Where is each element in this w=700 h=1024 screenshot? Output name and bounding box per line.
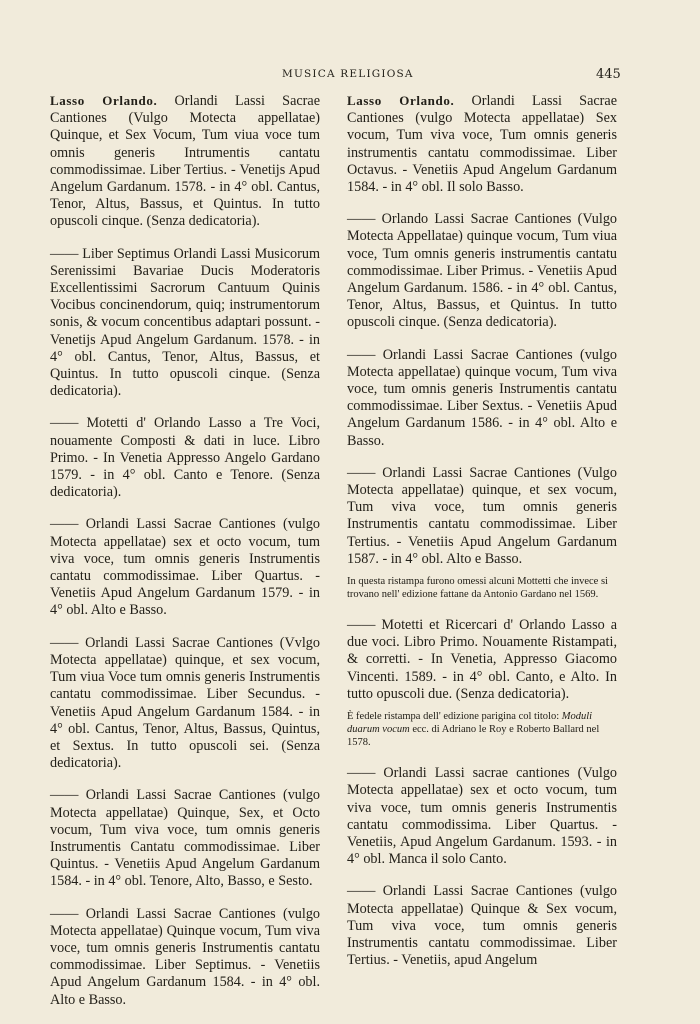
catalog-entry: [347, 617, 617, 703]
entry-dash: ——: [347, 346, 383, 363]
left-column: [50, 92, 320, 1024]
catalog-entry: [347, 883, 617, 969]
entry-text: Orlandi Lassi Sacrae Cantiones (vulgo Motecta appellatae) Quinque & Sex vocum, Tum viva voce, tum omnis generis Instrumentis cantatu commodissimae. Liber Tertius. - Venetiis, apud Angelum: [347, 883, 618, 969]
entry-text: Orlandi Lassi sacrae cantiones (Vulgo Motecta appellatae) sex et octo vocum, tum viva voce, tum omnis generis Instrumentis cantatu commodissima. Liber Quartus. - Venetiis, Apud Angelum Gardanum. 1593. - in 4° obl. Manca il solo Canto.: [347, 765, 618, 868]
footnote: In questa ristampa furono omessi alcuni Mottetti che invece si trovano nell' edizione fattane da Antonio Gardano nel 1569.: [347, 576, 608, 601]
entry-dash: ——: [50, 905, 86, 922]
entry-text: Orlandi Lassi Sacrae Cantiones (vulgo Motecta appellatae) Quinque, Sex, et Octo vocum, Tum viva voce, tum omnis generis Instrumentis Cantatu commodissimae. Liber Quintus. - Venetiis Apud Angelum Gardanum 1584. - in 4° obl. Tenore, Alto, Basso, e Sesto.: [50, 787, 321, 890]
entry-text: Orlandi Lassi Sacrae Cantiones (vulgo Motecta appellatae) quinque vocum, Tum viva voce, tum omnis generis Instrumentis cantatu commodissimae. Liber Sextus. - Venetiis Apud Angelum Gardanum 1586. - in 4° obl. Alto e Basso.: [347, 346, 618, 449]
entry-heading: Lasso Orlando.: [50, 93, 158, 108]
entry-text: Orlandi Lassi Sacrae Cantiones (vulgo Motecta appellatae) Sex vocum, Tum viva voce, Tum omnis generis instrumentis cantatu commodissimae. Liber Octavus. - Venetiis Apud Angelum Gardanum 1584. - in 4° obl. Il solo Basso.: [347, 93, 617, 196]
catalog-entry: [50, 92, 320, 231]
catalog-entry: [50, 516, 320, 619]
entry-text: Motetti d' Orlando Lasso a Tre Voci, nouamente Composti & dati in luce. Libro Primo. - In Venetia Appresso Angelo Gardano 1579. - in 4° obl. Canto e Tenore. (Senza dedicatoria).: [50, 415, 321, 501]
catalog-entry: [50, 415, 320, 501]
entry-dash: ——: [50, 415, 87, 432]
catalog-entry: [50, 246, 320, 401]
catalog-entry: [50, 787, 320, 890]
entry-heading: Lasso Orlando.: [347, 93, 455, 108]
catalog-entry: [347, 765, 617, 868]
entry-dash: ——: [50, 245, 83, 262]
entry-text: Orlandi Lassi Sacrae Cantiones (vulgo Motecta appellatae) Quinque vocum, Tum viva voce, tum omnis generis Instrumentis cantatu commodissimae. Liber Septimus. - Venetiis Apud Angelum Gardanum 1584. - in 4° obl. Alto e Basso.: [50, 905, 321, 1008]
entry-dash: ——: [50, 516, 86, 533]
entry-dash: ——: [347, 617, 382, 634]
entry-dash: ——: [347, 211, 382, 228]
entry-dash: ——: [347, 464, 383, 481]
entry-text: Orlandi Lassi Sacrae Cantiones (Vvlgo Motecta appellatae) quinque, et sex vocum, Tum viua Voce tum omnis generis Instrumentis cantatu commodissimae. Liber Secundus. - Venetiis Apud Angelum Gardanum 1584. - in 4° obl. Cantus, Tenor, Altus, Bassus, Quintus, et Sextus. In tutto opuscoli sei. (Senza dedicatoria).: [50, 634, 320, 772]
entry-text: Liber Septimus Orlandi Lassi Musicorum Serenissimi Bavariae Ducis Moderatoris Excellentissimi Sacrorum Cantuum Quinis Vocibus concinendorum, quiq; instrumentorum sonis, & vocum concentibus adaptari possunt. - Venetijs Apud Angelum Gardanum. 1578. - in 4° obl. Cantus, Tenor, Altus, Bassus, et Quintus. In tutto opuscoli cinque. (Senza dedicatoria).: [50, 245, 320, 400]
entry-dash: ——: [347, 883, 383, 900]
entry-text: Motetti et Ricercari d' Orlando Lasso a due voci. Libro Primo. Nouamente Ristampati, & corretti. - In Venetia, Appresso Giacomo Vincenti. 1589. - in 4° obl. Canto, e Alto. In tutto opuscoli due. (Senza dedicatoria).: [347, 617, 617, 702]
entry-text: Orlando Lassi Sacrae Cantiones (Vulgo Motecta Appellatae) quinque vocum, Tum viua voce, Tum omnis generis instrumentis cantatu commodissimae. Liber Primus. - Venetiis Apud Angelum Gardanum. 1586. - in 4° obl. Cantus, Tenor, Altus, Bassus, et Quintus. In tutto opuscoli cinque. (Senza dedicatoria).: [347, 211, 618, 331]
entry-text: Orlandi Lassi Sacrae Cantiones (Vulgo Motecta appellatae) Quinque, et Sex Vocum, Tum viua voce tum omnis generis Intrumentis cantatu commodissimae. Liber Tertius. - Venetijs Apud Angelum Gardanum. 1578. - in 4° obl. Cantus, Tenor, Altus, Bassus, et Quintus. In tutto opuscoli cinque. (Senza dedicatoria).: [50, 93, 320, 230]
catalog-entry: [50, 906, 320, 1009]
page-number: 445: [596, 67, 621, 82]
footnote: [347, 710, 617, 749]
note-text: ecc. di Adriano le Roy e Roberto Ballard nel 1578.: [347, 724, 600, 749]
entry-dash: ——: [50, 634, 86, 651]
note-title: Moduli duarum vocum: [347, 711, 593, 736]
entry-dash: ——: [50, 787, 86, 804]
right-column: [347, 92, 617, 984]
page-header: [0, 68, 700, 84]
entry-text: Orlandi Lassi Sacrae Cantiones (vulgo Motecta appellatae) sex et octo vocum, tum viva voce, tum omnis generis Instrumentis cantatu commodissimae. Liber Quartus. - Venetiis Apud Angelum Gardanum 1579. - in 4° obl. Alto e Basso.: [50, 516, 321, 619]
catalog-entry: [50, 635, 320, 773]
catalog-entry: [347, 465, 617, 568]
entry-dash: ——: [347, 765, 384, 782]
note-text: È fedele ristampa dell' edizione parigina col titolo:: [347, 711, 560, 723]
running-title: MUSICA RELIGIOSA: [282, 68, 414, 80]
catalog-entry: [347, 211, 617, 331]
catalog-entry: [347, 347, 617, 450]
catalog-entry: [347, 92, 617, 196]
entry-text: Orlandi Lassi Sacrae Cantiones (Vulgo Motecta appellatae) quinque, et sex vocum, Tum viva voce, tum omnis generis Instrumentis cantatu commodissimae. Liber Tertius. - Venetiis Apud Angelum Gardanum 1587. - in 4° obl. Alto e Basso.: [347, 464, 617, 567]
